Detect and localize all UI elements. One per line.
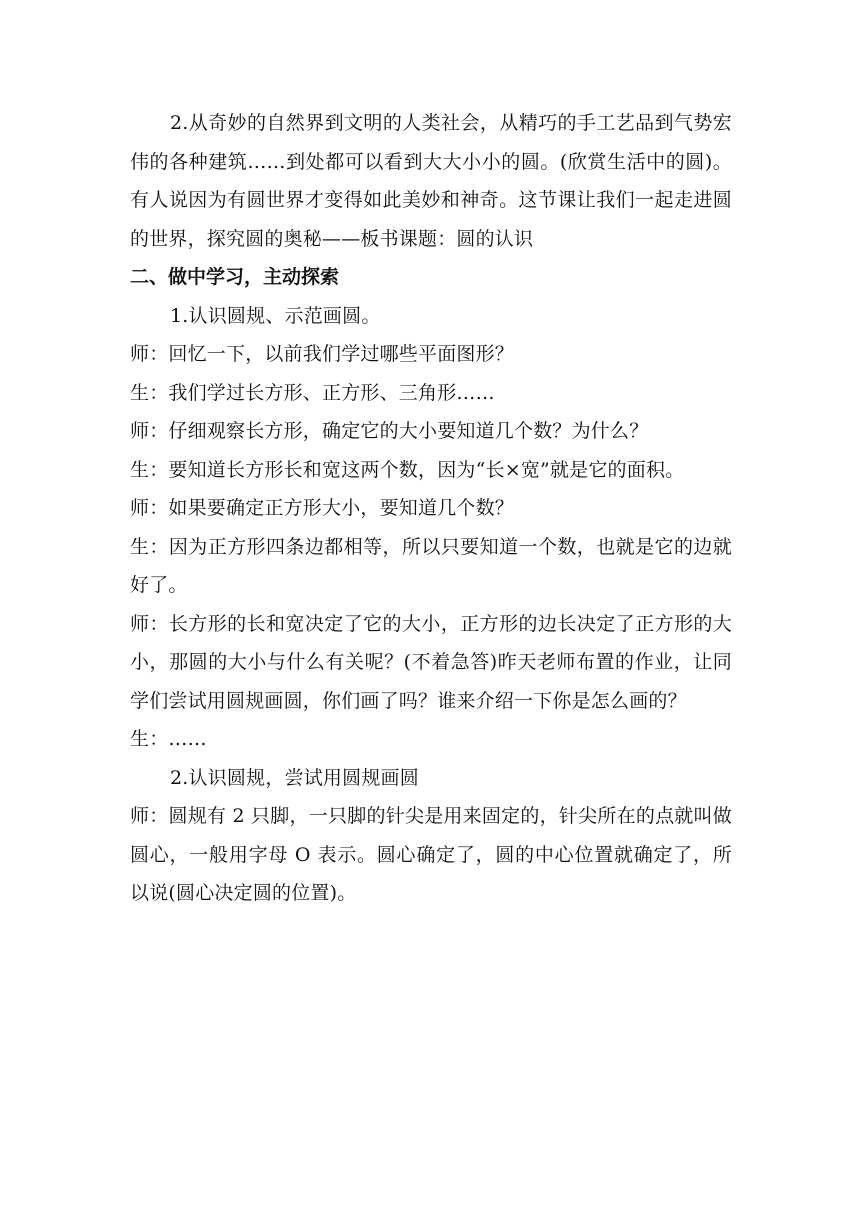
dialogue-line-student: 生：我们学过长方形、正方形、三角形…… [130, 381, 495, 404]
dialogue-line-student: 生：要知道长方形长和宽这两个数，因为“长×宽”就是它的面积。 [130, 458, 685, 481]
intro-paragraph: 2.从奇妙的自然界到文明的人类社会，从精巧的手工艺品到气势宏伟的各种建筑……到处都可以看到大大小小的圆。(欣赏生活中的圆)。有人说因为有圆世界才变得如此美妙和神奇。这节课让我们一起走进圆的世界，探究圆的奥秘——板书课题：圆的认识 [130, 112, 732, 250]
step-1-title: 1.认识圆规、示范画圆。 [170, 304, 381, 327]
dialogue-line-teacher: 师：圆规有 2 只脚，一只脚的针尖是用来固定的，针尖所在的点就叫做圆心，一般用字母 O 表示。圆心确定了，圆的中心位置就确定了，所以说(圆心决定圆的位置)。 [130, 805, 732, 904]
step-2-title: 2.认识圆规，尝试用圆规画圆 [170, 766, 419, 789]
document-body [130, 104, 732, 913]
dialogue-line-teacher: 师：回忆一下，以前我们学过哪些平面图形？ [130, 343, 515, 365]
dialogue-line-teacher: 师：仔细观察长方形，确定它的大小要知道几个数？为什么？ [130, 420, 649, 442]
dialogue-line-teacher: 师：如果要确定正方形大小，要知道几个数？ [130, 497, 515, 519]
dialogue-line-student: 生：因为正方形四条边都相等，所以只要知道一个数，也就是它的边就好了。 [130, 535, 732, 596]
dialogue-line-teacher: 师：长方形的长和宽决定了它的大小，正方形的边长决定了正方形的大小，那圆的大小与什么有关呢？(不着急答)昨天老师布置的作业，让同学们尝试用圆规画圆，你们画了吗？谁来介绍一下你是怎么画的？ [130, 612, 732, 712]
section-heading: 二、做中学习，主动探索 [130, 266, 340, 288]
dialogue-line-student: 生：…… [130, 728, 207, 750]
